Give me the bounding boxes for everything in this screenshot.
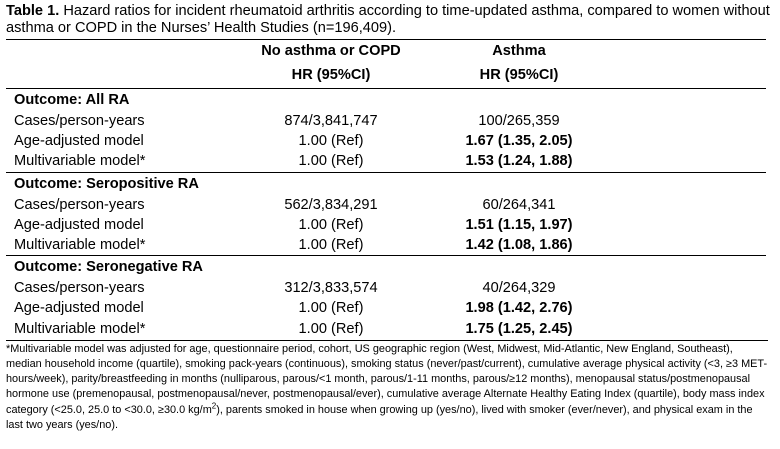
cell-asthma: 1.67 (1.35, 2.05): [465, 133, 573, 150]
cell-asthma: 1.42 (1.08, 1.86): [465, 237, 573, 254]
section-title: Outcome: Seronegative RA: [6, 256, 766, 279]
caption-text: Hazard ratios for incident rheumatoid arthritis according to time-updated asthma, compared to women without asthma or COPD in the Nurses’ Health Studies (n=196,409).: [6, 3, 770, 36]
cell-asthma: 1.53 (1.24, 1.88): [465, 153, 573, 170]
header-empty-cell: [6, 40, 238, 63]
header-col2-subtitle: HR (95%CI): [424, 62, 614, 89]
cell-no-asthma: 562/3,834,291: [284, 196, 378, 213]
cell-no-asthma: 1.00 (Ref): [298, 300, 364, 317]
cell-asthma: 1.75 (1.25, 2.45): [465, 320, 573, 337]
section-header-all-ra: [6, 89, 766, 112]
cell-no-asthma: 1.00 (Ref): [298, 237, 364, 254]
table-row: [6, 195, 766, 215]
cell-no-asthma: 1.00 (Ref): [298, 133, 364, 150]
table-row: [6, 131, 766, 151]
cell-no-asthma: 1.00 (Ref): [298, 216, 364, 233]
row-label: Multivariable model*: [14, 153, 146, 170]
section-header-seropositive-ra: [6, 172, 766, 195]
section-title: Outcome: Seropositive RA: [6, 172, 766, 195]
header-row-titles: [6, 40, 766, 63]
cell-asthma: 1.51 (1.15, 1.97): [465, 216, 573, 233]
table-row: [6, 235, 766, 256]
footnote-text-part2: ), parents smoked in house when growing up (yes/no), lived with smoker (ever/never), and physical exam in the last two years (yes/no).: [6, 403, 753, 431]
cell-asthma: 40/264,329: [482, 280, 556, 297]
cell-no-asthma: 312/3,833,574: [284, 280, 378, 297]
footnote-text-part1: *Multivariable model was adjusted for age, questionnaire period, cohort, US geographic region (West, Midwest, Mid-Atlantic, New England, Southeast), median household income (quartile), smoking pack-years (continuous), smoking status (never/past/current), cumulative average physical activity (<3, ≥3 MET-hours/week), parity/breastfeeding in months (nulliparous, parous/<1 month, parous/1-11 months, parous/≥12 months), menopausal status/postmenopausal hormone use (premenopausal, postmenopausal/never, postmenopausal/ever), cumulative average Alternate Healthy Eating Index (quartile), body mass index category (<25.0, 25.0 to <30.0, ≥30.0 kg/m: [6, 342, 768, 416]
caption-label: Table 1.: [6, 3, 60, 19]
footnote-superscript: 2: [211, 400, 217, 410]
section-header-seronegative-ra: [6, 256, 766, 279]
section-title: Outcome: All RA: [14, 92, 130, 108]
cell-no-asthma: 1.00 (Ref): [298, 320, 364, 337]
row-label: Multivariable model*: [14, 320, 146, 337]
table-row: [6, 278, 766, 298]
table-caption: [6, 3, 774, 37]
row-label: Age-adjusted model: [14, 216, 144, 233]
table-row: [6, 298, 766, 318]
header-col2-title: Asthma: [424, 40, 614, 63]
row-label: Cases/person-years: [14, 113, 145, 130]
header-col1-title: No asthma or COPD: [238, 40, 424, 63]
header-col1-subtitle: HR (95%CI): [238, 62, 424, 89]
cell-no-asthma: 874/3,841,747: [284, 113, 378, 130]
row-label: Cases/person-years: [14, 196, 145, 213]
row-label: Age-adjusted model: [14, 133, 144, 150]
table-row: [6, 151, 766, 172]
table-row: [6, 111, 766, 131]
cell-asthma: 60/264,341: [482, 196, 556, 213]
table-row: [6, 215, 766, 235]
cell-asthma: 100/265,359: [478, 113, 560, 130]
header-row-subtitles: [6, 62, 766, 89]
table-row: [6, 319, 766, 339]
row-label: Multivariable model*: [14, 237, 146, 254]
row-label: Cases/person-years: [14, 280, 145, 297]
cell-no-asthma: 1.00 (Ref): [298, 153, 364, 170]
table-footnote: [6, 340, 768, 433]
table-figure: [6, 3, 774, 433]
row-label: Age-adjusted model: [14, 300, 144, 317]
hazard-ratio-table: [6, 39, 766, 339]
cell-asthma: 1.98 (1.42, 2.76): [465, 300, 573, 317]
